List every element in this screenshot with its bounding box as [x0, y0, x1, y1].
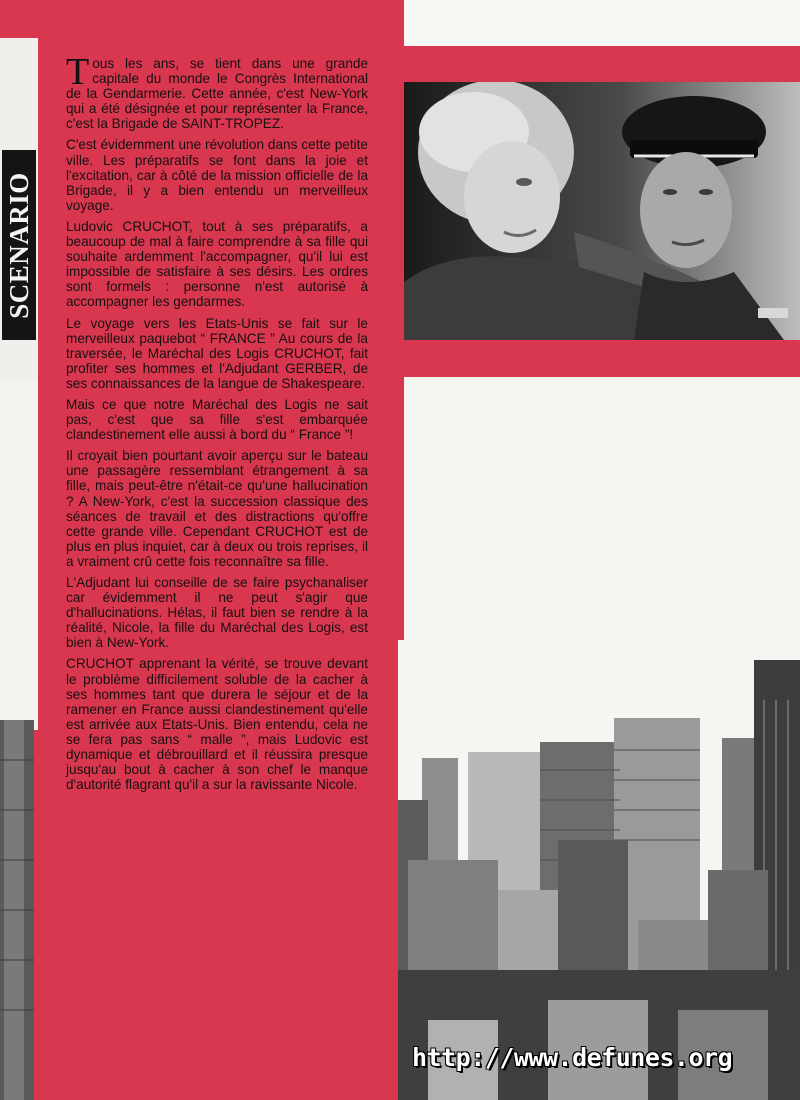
- article-paragraph: L'Adjudant lui conseille de se faire psychanaliser car évidemment il ne peut s'agir que d'hallucinations. Hélas, il faut bien se rendre à la réalité, Nicole, la fille du Maréchal des Logis, est bien à New-York.: [66, 575, 368, 651]
- article-paragraph: Mais ce que notre Maréchal des Logis ne sait pas, c'est que sa fille s'est embarquée clandestinement elle aussi à bord du “ France ”!: [66, 396, 368, 443]
- skyline-left-illustration: [0, 720, 34, 1100]
- article-paragraph: Le voyage vers les Etats-Unis se fait sur le merveilleux paquebot “ FRANCE ” Au cours de la traversée, le Maréchal des Logis CRUCHOT, fait profiter ses hommes et l'Adjudant GERBER, de ses connaissances de la langue de Shakespeare.: [66, 315, 368, 391]
- top-white-band: [404, 0, 800, 46]
- section-label: [2, 150, 36, 340]
- scenario-article: [66, 51, 368, 798]
- article-paragraph: Ludovic CRUCHOT, tout à ses préparatifs, a beaucoup de mal à faire comprendre à sa fille qui souhaite ardemment l'accompagner, qu'il lui est impossible de satisfaire à ses désirs. Les ordres sont formels : personne n'est autorisé à accompagner les gendarmes.: [66, 218, 368, 310]
- skyline-left-fragment: [0, 720, 34, 1100]
- film-still-photo: [404, 82, 800, 340]
- section-label-text: SCENARIO: [3, 171, 34, 319]
- left-margin-strip-lower: [0, 380, 38, 730]
- article-paragraph: Il croyait bien pourtant avoir aperçu sur le bateau une passagère ressemblant étrangement à sa fille, mais peut-être n'était-ce qu'une hallucination ? A New-York, c'est la succession classique des séances de travail et des distractions qu'offre cette grande ville. Cependant CRUCHOT est de plus en plus inquiet, car à deux ou trois reprises, il a vraiment crû cette fois reconnaître sa fille.: [66, 448, 368, 569]
- new-york-skyline: [398, 640, 800, 1100]
- article-paragraph: CRUCHOT apprenant la vérité, se trouve devant le problème difficilement soluble de la cacher à ses hommes tant que durera le séjour et de la ramener en France aussi clandestinement qu'elle est arrivée aux Etats-Unis. Bien entendu, cela ne se fera pas sans “ malle ”, mais Ludovic est dynamique et débrouillard et il réussira presque jusqu'au bout à cacher à son chef le manque d'autorité flagrant qu'il a sur la ravissante Nicole.: [66, 656, 368, 793]
- skyline-illustration: [398, 640, 800, 1100]
- article-paragraph: Tous les ans, se tient dans une grande capitale du monde le Congrès International de la Gendarmerie. Cette année, c'est New-York qui a été désignée et pour représenter la France, c'est la Brigade de SAINT-TROPEZ.: [66, 51, 368, 132]
- article-paragraph: C'est évidemment une révolution dans cette petite ville. Les préparatifs se font dans la joie et l'excitation, car à côté de la mission officielle de la Brigade, il y a bien entendu un merveilleux voyage.: [66, 137, 368, 213]
- film-still-illustration: [404, 82, 800, 340]
- website-watermark: http://www.defunes.org: [412, 1043, 733, 1072]
- drop-cap: T: [66, 51, 90, 93]
